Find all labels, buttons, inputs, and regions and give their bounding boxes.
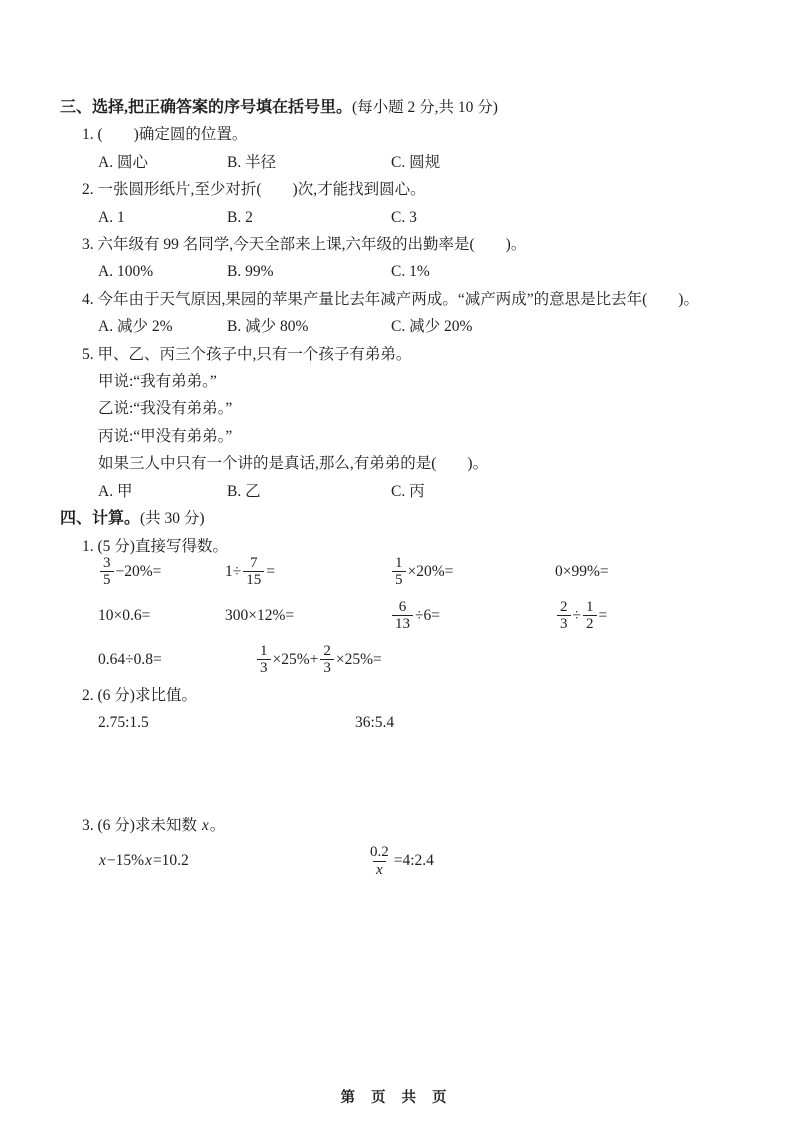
expression-1-div-7-15 bbox=[225, 555, 390, 590]
section-3-title-main: 三、选择,把正确答案的序号填在括号里。 bbox=[60, 99, 353, 116]
question-4-text: 4. 今年由于天气原因,果园的苹果产量比去年减产两成。“减产两成”的意思是比去年( )。 bbox=[82, 290, 699, 308]
question-1-option-a: A. 圆心 bbox=[98, 153, 148, 171]
question-4-options bbox=[98, 313, 743, 340]
label-end: 。 bbox=[209, 816, 226, 834]
fraction-denominator: 5 bbox=[392, 571, 406, 589]
page-footer bbox=[0, 1086, 793, 1107]
fraction bbox=[583, 599, 597, 634]
work-space bbox=[60, 737, 743, 812]
page-footer-text: 第 页 共 页 bbox=[340, 1090, 453, 1106]
fraction bbox=[257, 643, 271, 678]
question-3-option-b: B. 99% bbox=[227, 263, 274, 281]
question-4-option-c: C. 减少 20% bbox=[391, 318, 473, 336]
question-5-option-a: A. 甲 bbox=[98, 482, 133, 500]
question-5-options bbox=[98, 478, 743, 505]
calc-sub2-label: 2. (6 分)求比值。 bbox=[82, 686, 197, 704]
section-4-title bbox=[60, 505, 743, 532]
question-5-option-b: B. 乙 bbox=[227, 482, 261, 500]
question-3-option-a: A. 100% bbox=[98, 263, 154, 281]
expression-0-64-div-0-8 bbox=[98, 651, 255, 669]
expression-300-times-12pct bbox=[225, 607, 390, 625]
fraction-numerator: 1 bbox=[586, 598, 594, 615]
calc-row-2 bbox=[98, 594, 743, 638]
expression-1-3-25pct-plus-2-3-25pct bbox=[255, 643, 382, 678]
question-5-option-c: C. 丙 bbox=[391, 482, 425, 500]
question-5-statement-jia: 甲说:“我有弟弟。” bbox=[98, 373, 217, 391]
expression-3-5-minus-20pct bbox=[98, 555, 225, 590]
question-5-statement-bing: 丙说:“甲没有弟弟。” bbox=[98, 427, 233, 445]
equation-tail: =10.2 bbox=[152, 852, 189, 870]
question-1-text: 1. ( )确定圆的位置。 bbox=[82, 126, 248, 144]
fraction-numerator: 7 bbox=[250, 554, 258, 571]
operator: −15% bbox=[106, 852, 145, 870]
question-4-option-b: B. 减少 80% bbox=[227, 318, 309, 336]
variable-x: x bbox=[201, 816, 209, 834]
equation-row bbox=[98, 839, 743, 883]
fraction-denominator: 15 bbox=[243, 571, 264, 589]
expression-tail: ÷6= bbox=[415, 606, 440, 624]
expression-text: 10×0.6= bbox=[98, 606, 151, 624]
equation-x-minus-15pct-x bbox=[98, 852, 365, 870]
calc-row-1 bbox=[98, 550, 743, 594]
fraction bbox=[100, 555, 114, 590]
operator: ÷ bbox=[572, 606, 582, 624]
fraction-denominator: 13 bbox=[392, 615, 413, 633]
question-5-conclusion: 如果三人中只有一个讲的是真话,那么,有弟弟的是( )。 bbox=[98, 455, 489, 473]
fraction bbox=[392, 555, 406, 590]
ratio-expression-1: 2.75:1.5 bbox=[98, 714, 149, 732]
question-2-option-c: C. 3 bbox=[391, 208, 417, 226]
fraction-numerator: 1 bbox=[260, 642, 268, 659]
fraction-numerator: 6 bbox=[398, 598, 407, 615]
expression-text: 0×99%= bbox=[555, 562, 609, 580]
question-1-option-b: B. 半径 bbox=[227, 153, 277, 171]
expression-head: 1÷ bbox=[225, 562, 242, 580]
variable-x: x bbox=[99, 852, 106, 870]
section-3-title bbox=[60, 94, 743, 121]
fraction-numerator: 2 bbox=[323, 642, 331, 659]
fraction-numerator: 0.2 bbox=[370, 843, 389, 860]
question-3-text: 3. 六年级有 99 名同学,今天全部来上课,六年级的出勤率是( )。 bbox=[82, 236, 527, 254]
fraction-denominator: 5 bbox=[100, 571, 114, 589]
expression-1-5-times-20pct bbox=[390, 555, 555, 590]
fraction bbox=[392, 599, 413, 634]
expression-text: 300×12%= bbox=[225, 606, 295, 624]
expression-0-times-99pct bbox=[555, 563, 743, 581]
fraction bbox=[367, 844, 392, 879]
question-3-options bbox=[98, 258, 743, 285]
ratio-row bbox=[98, 709, 743, 736]
fraction bbox=[557, 599, 571, 634]
expression-tail: = bbox=[266, 562, 276, 580]
ratio-expression-2: 36:5.4 bbox=[355, 714, 395, 732]
expression-text: 0.64÷0.8= bbox=[98, 650, 162, 668]
fraction-denominator: 3 bbox=[557, 615, 571, 633]
equation-tail: =4:2.4 bbox=[393, 852, 434, 870]
section-4-title-note: (共 30 分) bbox=[140, 510, 205, 528]
question-2-option-a: A. 1 bbox=[98, 208, 125, 226]
question-2-option-b: B. 2 bbox=[227, 208, 253, 226]
expression-10-times-0-6 bbox=[98, 607, 225, 625]
calc-sub3-label bbox=[82, 812, 743, 839]
fraction bbox=[243, 555, 264, 590]
question-5-text: 5. 甲、乙、丙三个孩子中,只有一个孩子有弟弟。 bbox=[82, 345, 412, 363]
section-4-title-main: 四、计算。 bbox=[60, 510, 141, 528]
expression-tail: ×25%= bbox=[335, 650, 382, 668]
section-3-title-note: (每小题 2 分,共 10 分) bbox=[352, 99, 498, 116]
question-3-option-c: C. 1% bbox=[391, 263, 430, 281]
question-2-text: 2. 一张圆形纸片,至少对折( )次,才能找到圆心。 bbox=[82, 181, 426, 199]
fraction-numerator: 2 bbox=[560, 598, 568, 615]
question-1-options bbox=[98, 149, 743, 176]
expression-tail: −20%= bbox=[115, 562, 162, 580]
question-2-options bbox=[98, 204, 743, 231]
operator: ×25%+ bbox=[272, 650, 319, 668]
question-1-option-c: C. 圆规 bbox=[391, 153, 441, 171]
question-5-statement-yi: 乙说:“我没有弟弟。” bbox=[98, 400, 233, 418]
variable-x: x bbox=[145, 852, 152, 870]
fraction-denominator: 3 bbox=[257, 659, 271, 677]
expression-2-3-div-1-2 bbox=[555, 599, 743, 634]
expression-tail: = bbox=[598, 606, 608, 624]
expression-tail: ×20%= bbox=[407, 562, 454, 580]
expression-6-13-div-6 bbox=[390, 599, 555, 634]
label-text: 3. (6 分)求未知数 bbox=[82, 816, 201, 834]
calc-row-3 bbox=[98, 638, 743, 682]
fraction-denominator: 3 bbox=[320, 659, 334, 677]
fraction bbox=[320, 643, 334, 678]
fraction-denominator: 2 bbox=[583, 615, 597, 633]
fraction-numerator: 1 bbox=[395, 554, 403, 571]
fraction-denominator-x: x bbox=[373, 861, 386, 879]
equation-0-2-over-x bbox=[365, 844, 434, 879]
fraction-numerator: 3 bbox=[103, 554, 111, 571]
calc-sub1-label: 1. (5 分)直接写得数。 bbox=[82, 537, 228, 555]
question-4-option-a: A. 减少 2% bbox=[98, 318, 173, 336]
